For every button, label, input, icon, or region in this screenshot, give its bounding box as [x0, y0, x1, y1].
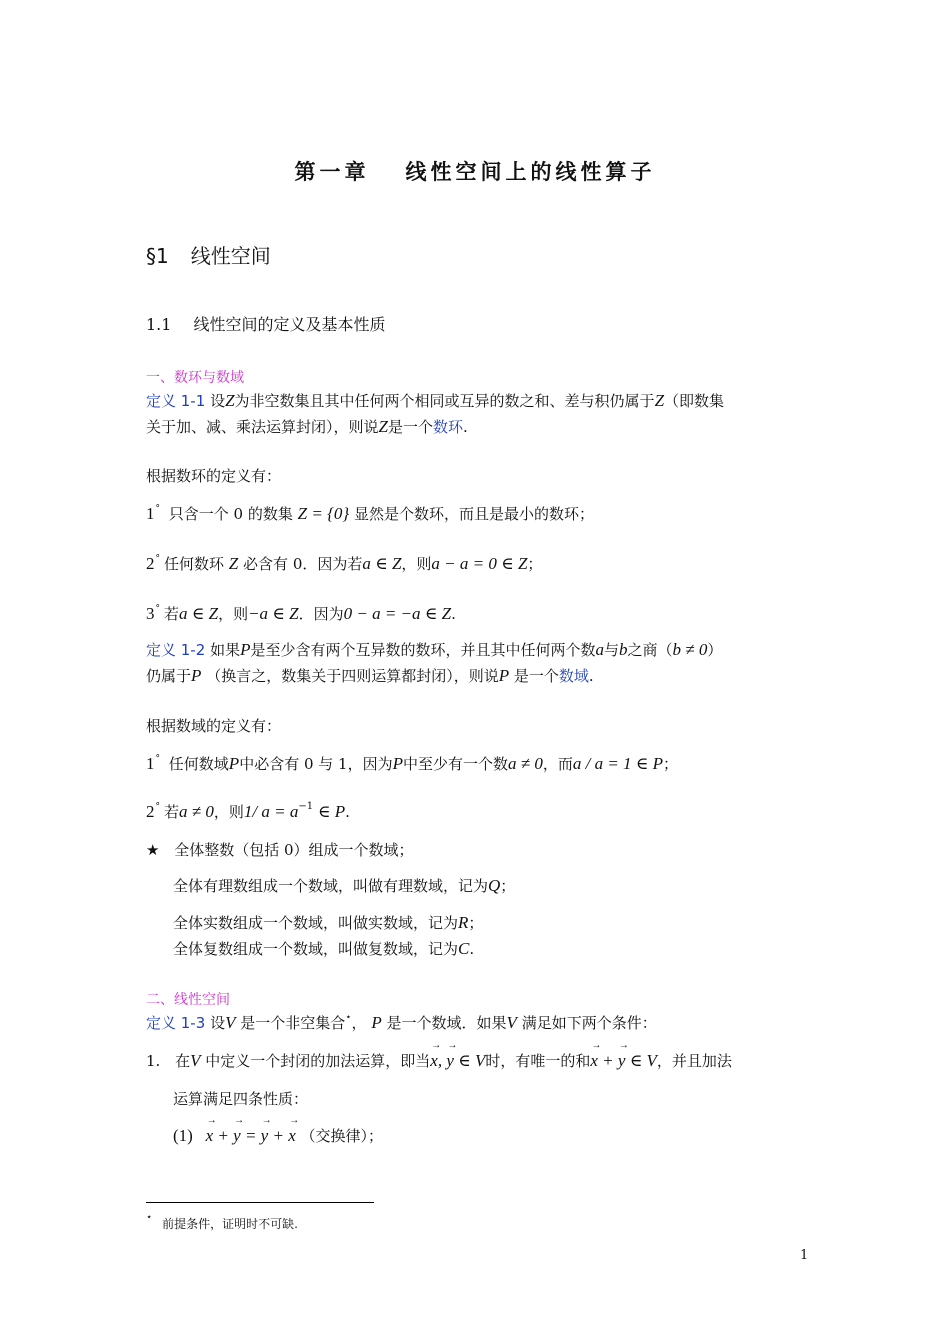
symbol-z: Z — [378, 417, 388, 436]
text: ，并且加法 — [656, 1052, 732, 1070]
item-number: 1. — [146, 1052, 161, 1070]
footnote-marker: ⋆ — [146, 1212, 153, 1223]
definition-label: 定义 1-2 — [146, 641, 206, 659]
formula: 1/ a = a — [243, 802, 299, 821]
text: 设 — [210, 1014, 226, 1032]
page-number: 1 — [800, 1248, 809, 1263]
term-ring: 数环 — [433, 418, 464, 436]
degree-mark: ° — [155, 802, 160, 812]
text: 是一个非空集合 — [240, 1014, 346, 1032]
symbol-c: C — [458, 939, 470, 958]
condition-1-line1 — [146, 1050, 732, 1071]
text: 全体复数组成一个数域，叫做复数域，记为 — [173, 940, 459, 958]
ring-property-1 — [146, 503, 594, 524]
text: 是一个 — [387, 418, 433, 436]
chapter-label: 第一章 — [294, 159, 370, 184]
text: 是一个 — [513, 667, 559, 685]
degree-mark: ° — [155, 604, 160, 614]
formula: a − a = 0 ∈ Z — [431, 554, 528, 573]
symbol-z: Z — [654, 391, 665, 410]
text: ，则 — [401, 555, 432, 573]
text: . — [451, 605, 456, 623]
text: . — [588, 667, 594, 685]
text: 满足如下两个条件： — [521, 1014, 657, 1032]
text: 若 — [164, 803, 180, 821]
text: 时，有唯一的和 — [485, 1052, 591, 1070]
text: ） — [707, 641, 723, 659]
part2-heading: 二、线性空间 — [146, 992, 230, 1008]
symbol-p: P — [392, 754, 403, 773]
example-integers — [146, 839, 414, 860]
formula: b ≠ 0 — [672, 640, 708, 659]
formula-xy-in-v: → x, → y ∈ V — [430, 1051, 485, 1070]
text: （换言之，数集关于四则运算都封闭），则说 — [206, 667, 499, 685]
degree-mark: ° — [155, 554, 160, 564]
example-reals — [173, 912, 483, 933]
text: ．因为 — [298, 605, 344, 623]
field-property-1 — [146, 753, 678, 774]
footnote-marker: ⋆ — [345, 1012, 352, 1023]
text: . — [345, 803, 350, 821]
prop-number: 2 — [146, 554, 155, 573]
ring-property-3 — [146, 603, 456, 624]
text: 全体实数组成一个数域，叫做实数域，记为 — [173, 914, 459, 932]
formula: a ≠ 0 — [508, 754, 543, 773]
definition-1-1-line2 — [146, 416, 468, 437]
prop-number: 1 — [146, 754, 155, 773]
text: ，则 — [218, 605, 249, 623]
text: 任何数域 — [168, 755, 229, 773]
field-intro: 根据数域的定义有： — [146, 717, 282, 735]
text: 如果 — [210, 641, 241, 659]
definition-1-2-line1 — [146, 639, 722, 660]
symbol-p: P — [191, 666, 202, 685]
text: ； — [663, 755, 679, 773]
text: ； — [527, 555, 543, 573]
definition-1-2-line2 — [146, 665, 594, 686]
symbol-v: V — [190, 1051, 201, 1070]
text: ； — [500, 877, 516, 895]
text: ， — [351, 1014, 367, 1032]
section-number: §1 — [146, 244, 169, 268]
text: 全体有理数组成一个数域，叫做有理数域，记为 — [173, 877, 489, 895]
text: ，则 — [213, 803, 244, 821]
text: 中必含有 0 与 1，因为 — [239, 755, 393, 773]
section-title: 线性空间 — [190, 244, 271, 268]
term-field: 数域 — [558, 667, 589, 685]
symbol-q: Q — [488, 876, 501, 895]
symbol-b: b — [619, 640, 628, 659]
prop-number: 2 — [146, 802, 155, 821]
symbol-p: P — [240, 640, 251, 659]
field-property-2 — [146, 801, 350, 822]
formula: a / a = 1 ∈ P — [572, 754, 664, 773]
text: 设 — [210, 392, 226, 410]
symbol-p: P — [228, 754, 240, 773]
symbol-p: P — [371, 1013, 382, 1032]
formula: Z = {0} — [297, 504, 350, 523]
text: ，而 — [542, 755, 573, 773]
symbol-z: Z — [225, 391, 235, 410]
subsection-title: 线性空间的定义及基本性质 — [193, 315, 386, 334]
text: 是一个数域．如果 — [386, 1014, 507, 1032]
text: 仍属于 — [146, 667, 192, 685]
text: . — [469, 940, 475, 958]
formula: a ≠ 0 — [179, 802, 214, 821]
formula: −a ∈ Z — [248, 604, 299, 623]
text: 为非空数集且其中任何两个相同或互异的数之和、差与积仍属于 — [234, 392, 655, 410]
item-number: (1) — [173, 1126, 193, 1145]
text: 任何数环 — [164, 555, 225, 573]
text: 全体整数（包括 0）组成一个数域； — [174, 841, 414, 859]
formula-sum-in-v: → x + → y ∈ V — [590, 1051, 657, 1070]
symbol-v: V — [225, 1013, 236, 1032]
part1-heading: 一、数环与数域 — [146, 370, 244, 386]
formula: a ∈ Z — [362, 554, 402, 573]
chapter-title — [0, 156, 950, 186]
superscript: −1 — [298, 801, 314, 812]
prop-number: 1 — [146, 504, 155, 523]
text: 中至少有一个数 — [402, 755, 508, 773]
text: 是至少含有两个互异数的数环，并且其中任何两个数 — [250, 641, 596, 659]
formula: 0 − a = −a ∈ Z — [343, 604, 452, 623]
symbol-r: R — [458, 913, 469, 932]
formula-commutative: → x + → y = → y + → x — [206, 1126, 296, 1145]
text: 显然是个数环，而且是最小的数环； — [353, 505, 594, 523]
ring-property-2 — [146, 553, 542, 574]
symbol-a: a — [595, 640, 604, 659]
definition-label: 定义 1-3 — [146, 1014, 206, 1032]
text: 与 — [603, 641, 619, 659]
degree-mark: ° — [155, 754, 160, 764]
chapter-name: 线性空间上的线性算子 — [405, 159, 656, 184]
text: ； — [468, 914, 484, 932]
prop-number: 3 — [146, 604, 155, 623]
footnote-divider — [146, 1202, 374, 1203]
star-icon: ★ — [146, 841, 160, 859]
property-commutative — [173, 1125, 383, 1146]
text: 若 — [164, 605, 180, 623]
footnote-text: 前提条件，证明时不可缺. — [162, 1217, 298, 1231]
symbol-z: Z — [228, 554, 239, 573]
definition-1-1-line1 — [146, 390, 724, 411]
text: （即数集 — [664, 392, 725, 410]
symbol-v: V — [506, 1013, 517, 1032]
degree-mark: ° — [155, 504, 160, 514]
text: 只含一个 0 的数集 — [168, 505, 293, 523]
symbol-p: P — [498, 666, 510, 685]
subsection-heading — [146, 312, 385, 335]
definition-1-3 — [146, 1012, 657, 1033]
text: 在 — [175, 1052, 191, 1070]
example-rationals — [173, 875, 515, 896]
formula: a ∈ Z — [179, 604, 219, 623]
definition-label: 定义 1-1 — [146, 392, 206, 410]
formula: ∈ P — [317, 802, 346, 821]
text: 之商（ — [627, 641, 673, 659]
example-complex — [173, 938, 474, 959]
text: 关于加、减、乘法运算封闭），则说 — [146, 418, 379, 436]
section-heading — [146, 240, 271, 269]
text: （交换律）； — [300, 1127, 384, 1145]
text: 必含有 0．因为若 — [243, 555, 363, 573]
subsection-number: 1.1 — [146, 315, 172, 334]
ring-intro: 根据数环的定义有： — [146, 467, 282, 485]
condition-1-line2: 运算满足四条性质： — [173, 1090, 309, 1108]
text: 中定义一个封闭的加法运算，即当 — [205, 1052, 431, 1070]
text: . — [463, 418, 468, 436]
footnote — [146, 1212, 298, 1232]
